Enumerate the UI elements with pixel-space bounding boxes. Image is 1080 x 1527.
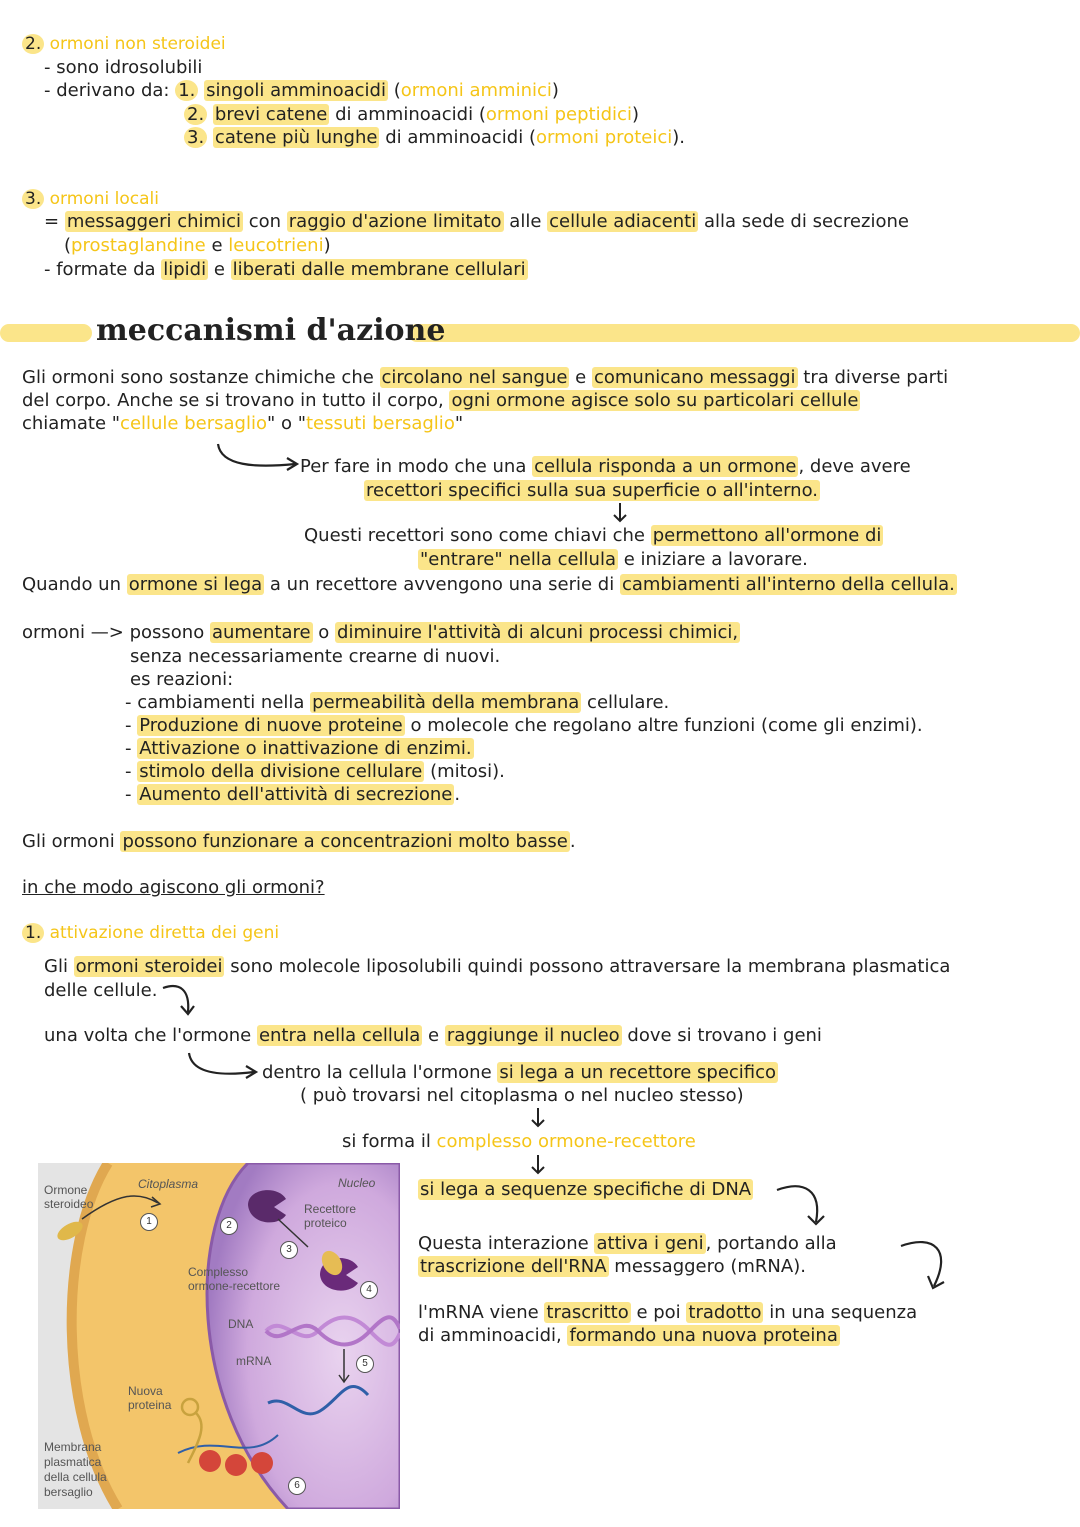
- act-s9: trascrizione dell'RNA messaggero (mRNA).: [420, 1256, 806, 1277]
- fig-label-membrana: Membrana: [44, 1440, 102, 1454]
- mech-q: Quando un ormone si lega a un recettore avvengono una serie di cambiamenti all'interno della cellula.: [22, 574, 955, 595]
- fig-label-dna: DNA: [228, 1317, 254, 1331]
- fig-label-proteina: proteina: [128, 1398, 172, 1412]
- curved-arrow-icon: [186, 1050, 266, 1085]
- act-s6: si forma il complesso ormone-recettore: [342, 1131, 696, 1152]
- mech-e4: - stimolo della divisione cellulare (mitosi).: [125, 761, 505, 782]
- mech-e2: - Produzione di nuove proteine o molecole che regolano altre funzioni (come gli enzimi).: [125, 715, 923, 736]
- mech-o1: ormoni —> possono aumentare o diminuire l'attività di alcuni processi chimici,: [22, 622, 739, 643]
- sec2-line2: - derivano da: 1. singoli amminoacidi (ormoni amminici): [44, 80, 559, 101]
- step-3-badge: 3: [280, 1241, 298, 1259]
- activation-heading: 1. attivazione diretta dei geni: [22, 922, 279, 945]
- mech-p3: chiamate "cellule bersaglio" o "tessuti bersaglio": [22, 413, 464, 434]
- sec3-line3: - formate da lipidi e liberati dalle membrane cellulari: [44, 259, 526, 280]
- sec2-line1: - sono idrosolubili: [44, 57, 203, 78]
- mechanisms-title: meccanismi d'azione: [96, 313, 446, 348]
- fig-label-nuova: Nuova: [128, 1384, 163, 1398]
- mech-question: in che modo agiscono gli ormoni?: [22, 877, 325, 898]
- mech-p1: Gli ormoni sono sostanze chimiche che circolano nel sangue e comunicano messaggi tra diverse parti: [22, 367, 949, 388]
- act-s5: ( può trovarsi nel citoplasma o nel nucleo stesso): [300, 1085, 744, 1106]
- mech-e3: - Attivazione o inattivazione di enzimi.: [125, 738, 472, 759]
- title-band-right: [408, 324, 1080, 342]
- fig-label-proteico: proteico: [304, 1216, 347, 1230]
- section2-heading: 2. ormoni non steroidei: [22, 33, 226, 56]
- sec3-line1: = messaggeri chimici con raggio d'azione limitato alle cellule adiacenti alla sede di secrezione: [44, 211, 909, 232]
- fig-label-nucleo: Nucleo: [338, 1176, 376, 1190]
- mech-e1: - cambiamenti nella permeabilità della membrana cellulare.: [125, 692, 670, 713]
- mech-r3: Questi recettori sono come chiavi che permettono all'ormone di: [304, 525, 882, 546]
- fig-label-steroideo: steroideo: [44, 1197, 94, 1211]
- curved-arrow-icon: [898, 1232, 958, 1294]
- act-s10: l'mRNA viene trascritto e poi tradotto in una sequenza: [418, 1302, 918, 1323]
- sec3-line2: (prostaglandine e leucotrieni): [64, 235, 331, 256]
- title-band-left: [0, 324, 92, 342]
- act-s7: si lega a sequenze specifiche di DNA: [420, 1179, 752, 1200]
- fig-label-mrna: mRNA: [236, 1354, 272, 1368]
- fig-label-recettore: Recettore: [304, 1202, 357, 1216]
- mech-r1: Per fare in modo che una cellula risponda a un ormone , deve avere: [300, 456, 911, 477]
- fig-label-plasmatica: plasmatica: [44, 1455, 102, 1469]
- curved-arrow-icon: [160, 982, 200, 1020]
- down-arrow-icon: [530, 1154, 546, 1176]
- mech-o2: senza necessariamente crearne di nuovi.: [130, 646, 501, 667]
- fig-label-complesso: Complesso: [188, 1265, 249, 1279]
- act-s1: Gli ormoni steroidei sono molecole liposolubili quindi possono attraversare la membrana plasmatica: [44, 956, 951, 977]
- act-s8: Questa interazione attiva i geni , portando alla: [418, 1233, 837, 1254]
- mech-concentration: Gli ormoni possono funzionare a concentrazioni molto basse .: [22, 831, 576, 852]
- mech-r4: "entrare" nella cellula e iniziare a lavorare.: [420, 549, 808, 570]
- down-arrow-icon: [612, 502, 628, 524]
- curved-arrow-icon: [215, 440, 305, 475]
- mech-o3: es reazioni:: [130, 669, 234, 690]
- act-s4: dentro la cellula l'ormone si lega a un recettore specifico: [262, 1062, 777, 1083]
- down-arrow-icon: [530, 1107, 546, 1129]
- act-s2: delle cellule.: [44, 980, 158, 1001]
- step-1-badge: 1: [140, 1213, 158, 1231]
- mech-r2: recettori specifici sulla sua superficie o all'interno.: [366, 480, 818, 501]
- mech-e5: - Aumento dell'attività di secrezione .: [125, 784, 461, 805]
- steroid-hormone-figure: [38, 1163, 400, 1509]
- sec2-item3: 3. catene più lunghe di amminoacidi (ormoni proteici).: [184, 126, 685, 149]
- step-2-badge: 2: [220, 1217, 238, 1235]
- fig-label-citoplasma: Citoplasma: [138, 1177, 199, 1191]
- sec2-item2: 2. brevi catene di amminoacidi (ormoni peptidici): [184, 103, 639, 126]
- step-5-badge: 5: [356, 1355, 374, 1373]
- step-4-badge: 4: [360, 1281, 378, 1299]
- fig-label-ormone-recettore: ormone-recettore: [188, 1279, 281, 1293]
- fig-label-della-cellula: della cellula: [44, 1470, 107, 1484]
- mech-p2: del corpo. Anche se si trovano in tutto il corpo, ogni ormone agisce solo su particolari cellule: [22, 390, 859, 411]
- fig-label-ormone: Ormone: [44, 1183, 88, 1197]
- section3-heading: 3. ormoni locali: [22, 188, 159, 211]
- curved-arrow-icon: [774, 1180, 834, 1230]
- act-s11: di amminoacidi, formando una nuova proteina: [418, 1325, 838, 1346]
- step-6-badge: 6: [288, 1477, 306, 1495]
- fig-label-bersaglio: bersaglio: [44, 1485, 93, 1499]
- act-s3: una volta che l'ormone entra nella cellula e raggiunge il nucleo dove si trovano i geni: [44, 1025, 822, 1046]
